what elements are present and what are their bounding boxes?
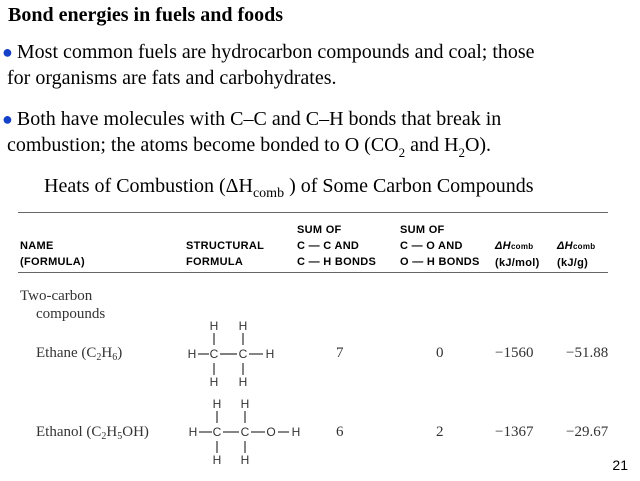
bullet-1-line-2: for organisms are fats and carbohydrates. — [7, 67, 337, 89]
header-cc-ch — [297, 222, 376, 270]
h2o-subscript: 2 — [458, 145, 465, 160]
page-number: 21 — [612, 457, 628, 473]
bullet-1-text: Most common fuels are hydrocarbon compounds and coal; those — [16, 41, 535, 63]
header-co-oh — [400, 222, 480, 270]
ethane-name-end: ) — [117, 345, 123, 361]
header-structural — [186, 238, 264, 270]
table-title-subscript: comb — [252, 186, 285, 201]
header-name-l2: (FORMULA) — [20, 256, 86, 268]
header-name-l1: NAME — [20, 240, 54, 252]
atom: H — [212, 397, 222, 411]
ethanol-dh-mol: −1367 — [495, 424, 534, 440]
header-dh-mol — [495, 238, 540, 271]
slide-title: Bond energies in fuels and foods — [8, 4, 284, 26]
ethane-structure — [183, 318, 283, 388]
header-cc-l3: C — H BONDS — [297, 256, 377, 268]
bullet-2-text-a: combustion; the atoms become bonded to O (CO — [7, 134, 399, 156]
atom: O — [266, 425, 276, 439]
header-name — [20, 238, 85, 270]
ethane-cc-ch: 7 — [336, 345, 344, 361]
bullet-dot-icon: ● — [2, 109, 13, 129]
group-label-l1: Two-carbon — [20, 288, 93, 304]
header-struct-l2: FORMULA — [186, 256, 244, 268]
atom: H — [291, 425, 301, 439]
atom: H — [265, 347, 275, 361]
header-dh-mol-sub: comb — [510, 242, 534, 251]
table-header-rule — [18, 272, 608, 273]
atom: H — [188, 425, 198, 439]
ethanol-cc-ch: 6 — [336, 424, 344, 440]
ethanol-sub-2: 5 — [117, 431, 123, 442]
ethane-dh-g: −51.88 — [566, 345, 609, 361]
header-dh-g — [557, 238, 595, 271]
atom: C — [240, 425, 250, 439]
header-dh-mol-sym: ΔH — [495, 240, 511, 252]
ethanol-structure — [183, 396, 308, 466]
atom: H — [209, 319, 219, 333]
table-title-a: Heats of Combustion (ΔH — [44, 175, 253, 197]
bullet-dot-icon: ● — [2, 42, 13, 62]
header-dh-mol-unit: (kJ/mol) — [495, 257, 540, 269]
table-title-b: ) of Some Carbon Compounds — [284, 175, 534, 197]
group-label-l2: compounds — [36, 306, 106, 322]
row-ethanol-name — [36, 424, 149, 441]
ethane-sub-2: 6 — [112, 352, 118, 363]
header-co-l1: SUM OF — [400, 224, 445, 236]
atom: H — [209, 375, 219, 388]
ethane-dh-mol: −1560 — [495, 345, 534, 361]
bullet-2-text-c: O). — [464, 134, 492, 156]
bullet-2-line-1 — [2, 108, 501, 131]
ethanol-name-end: OH) — [122, 424, 149, 440]
atom: C — [209, 347, 219, 361]
header-dh-g-sub: comb — [572, 242, 596, 251]
ethanol-co-oh: 2 — [436, 424, 444, 440]
bullet-2-line-2 — [7, 134, 492, 160]
bullet-2-text-b: and H — [405, 134, 459, 156]
header-co-l2: C — O AND — [400, 240, 463, 252]
header-co-l3: O — H BONDS — [400, 256, 480, 268]
header-cc-l2: C — C AND — [297, 240, 360, 252]
table-title — [44, 175, 534, 201]
atom: H — [187, 347, 197, 361]
co2-subscript: 2 — [398, 145, 406, 160]
ethanol-name-mid: H — [106, 424, 118, 440]
row-ethane-name — [36, 345, 122, 362]
atom: C — [238, 347, 248, 361]
ethane-sub-1: 2 — [96, 352, 102, 363]
atom: H — [238, 375, 248, 388]
bullet-2-text: Both have molecules with C–C and C–H bonds that break in — [16, 108, 502, 130]
ethanol-sub-1: 2 — [101, 431, 107, 442]
atom: C — [212, 425, 222, 439]
header-struct-l1: STRUCTURAL — [186, 240, 265, 252]
header-cc-l1: SUM OF — [297, 224, 342, 236]
atom: H — [212, 453, 222, 466]
ethane-name-a: Ethane (C — [36, 345, 97, 361]
header-dh-g-unit: (kJ/g) — [557, 257, 589, 269]
bullet-1-line-1 — [2, 41, 535, 64]
ethanol-dh-g: −29.67 — [566, 424, 609, 440]
ethane-co-oh: 0 — [436, 345, 444, 361]
header-dh-g-sym: ΔH — [557, 240, 573, 252]
table-top-rule — [18, 212, 608, 213]
ethanol-name-a: Ethanol (C — [36, 424, 102, 440]
ethane-name-mid: H — [101, 345, 113, 361]
atom: H — [240, 397, 250, 411]
atom: H — [238, 319, 248, 333]
atom: H — [240, 453, 250, 466]
